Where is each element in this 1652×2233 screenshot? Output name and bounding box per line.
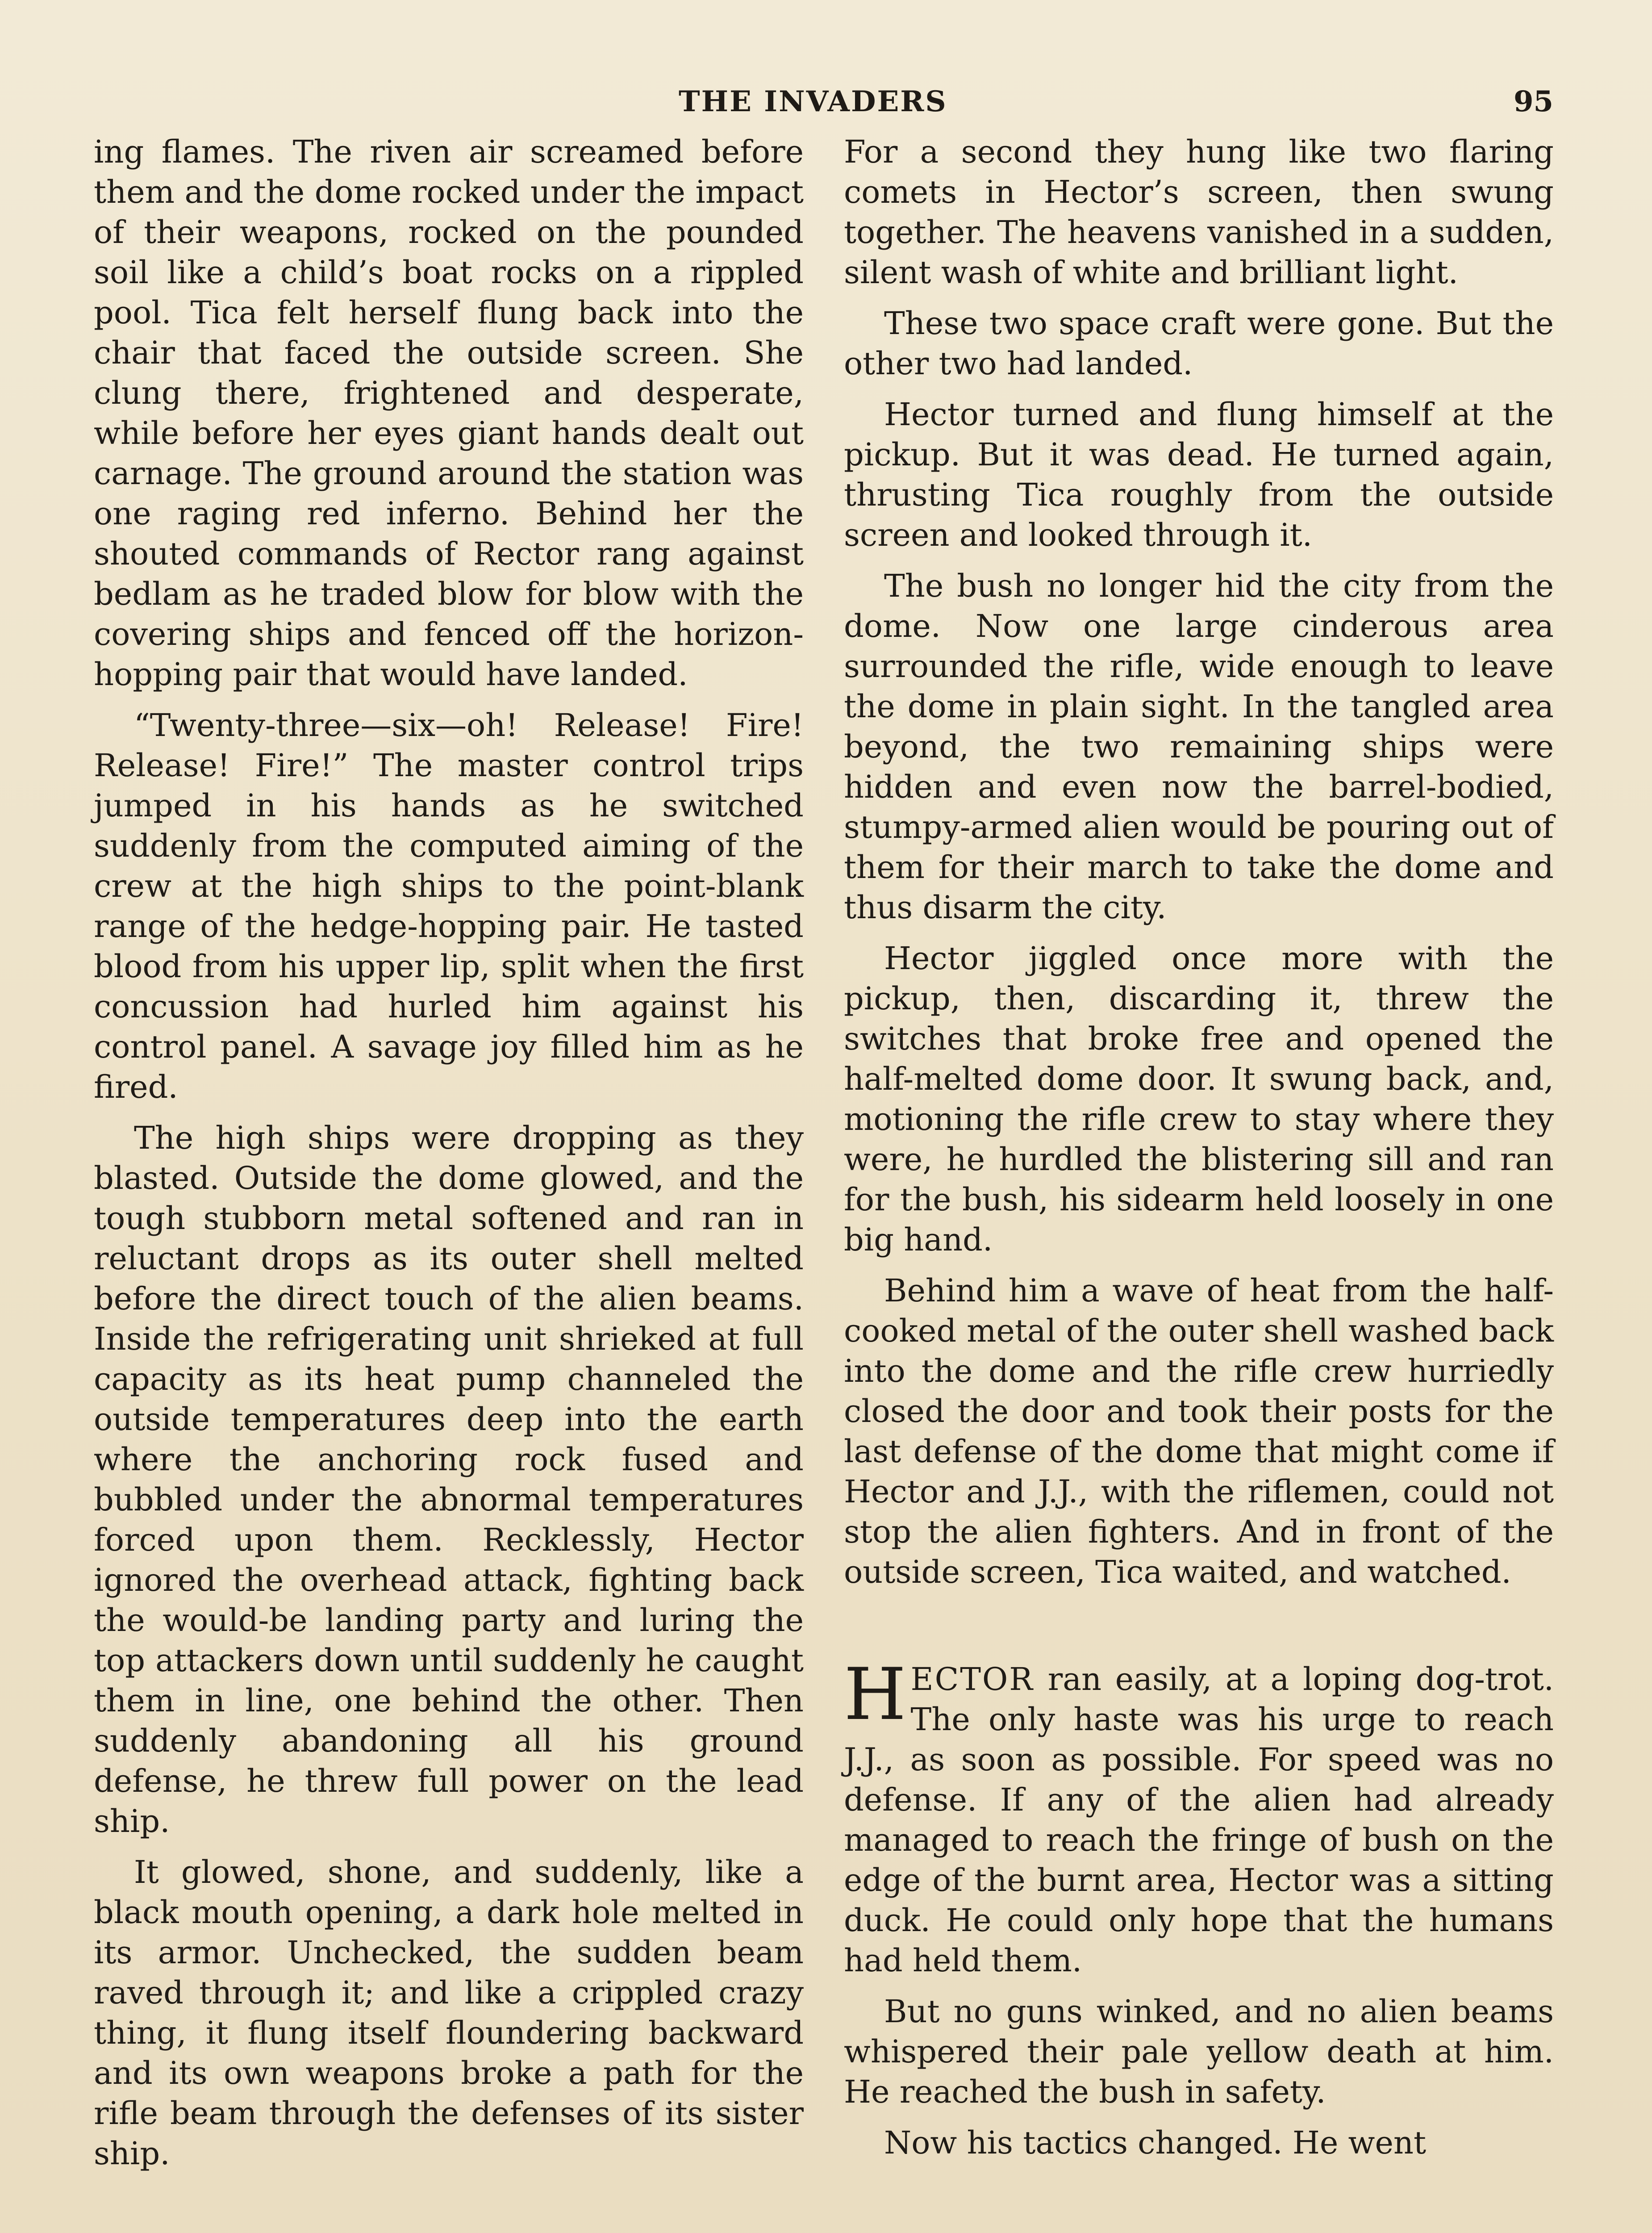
paragraph: It glowed, shone, and suddenly, like a black mouth opening, a dark hole melted in its armor. Unchecked, the sudden beam raved through it; and like a crippled crazy thing, it flung itself floundering backward and its own weapons broke a path for the rifle beam through the defenses of its sister ship. <box>94 1854 804 2172</box>
section-opening-paragraph <box>844 1652 1554 1981</box>
paragraph: The bush no longer hid the city from the dome. Now one large cinderous area surrounded the rifle, wide enough to leave the dome in plain sight. In the tangled area beyond, the two remaining ships were hidden and even now the barrel-bodied, stumpy-armed alien would be pouring out of them for their march to take the dome and thus disarm the city. <box>844 568 1554 926</box>
paragraph: Now his tactics changed. He went <box>884 2124 1427 2161</box>
paragraph: These two space craft were gone. But the other two had landed. <box>844 305 1554 382</box>
left-column <box>94 132 804 2184</box>
right-column <box>844 132 1554 2174</box>
running-title: THE INVADERS <box>679 85 947 118</box>
drop-cap: H <box>844 1652 906 1736</box>
paragraph-text: ran easily, at a loping dog-trot. The only haste was his urge to reach J.J., as soon as possible. For speed was no defense. If any of the alien had already managed to reach the fringe of bush on the edge of the burnt area, Hector was a sitting duck. He could only hope that the humans had held them. <box>844 1661 1554 1979</box>
page-header <box>0 85 1652 125</box>
paragraph: Hector jiggled once more with the pickup, then, discarding it, threw the switches that broke free and opened the half-melted dome door. It swung back, and, motioning the rifle crew to stay where they were, he hurdled the blistering sill and ran for the bush, his sidearm held loosely in one big hand. <box>844 940 1554 1258</box>
paragraph: ing flames. The riven air screamed before them and the dome rocked under the impact of their weapons, rocked on the pounded soil like a child’s boat rocks on a rippled pool. Tica felt herself flung back into the chair that faced the outside screen. She clung there, frightened and desperate, while before her eyes giant hands dealt out carnage. The ground around the station was one raging red inferno. Behind her the shouted commands of Rector rang against bedlam as he traded blow for blow with the covering ships and fenced off the horizon-hopping pair that would have landed. <box>94 134 804 693</box>
paragraph: But no guns winked, and no alien beams whispered their pale yellow death at him. He reached the bush in safety. <box>844 1993 1554 2110</box>
paragraph: Hector turned and flung himself at the pickup. But it was dead. He turned again, thrusting Tica roughly from the outside screen and looked through it. <box>844 396 1554 553</box>
paragraph: Behind him a wave of heat from the half-cooked metal of the outer shell washed back into the dome and the rifle crew hurriedly closed the door and took their posts for the last defense of the dome that might come if Hector and J.J., with the riflemen, could not stop the alien fighters. And in front of the outside screen, Tica waited, and watched. <box>844 1272 1554 1590</box>
paragraph: “Twenty-three—six—oh! Release! Fire! Release! Fire!” The master control trips jumped in his hands as he switched suddenly from the computed aiming of the crew at the high ships to the point-blank range of the hedge-hopping pair. He tasted blood from his upper lip, split when the first concussion had hurled him against his control panel. A savage joy filled him as he fired. <box>94 707 804 1105</box>
small-caps-lead: ECTOR <box>910 1661 1034 1698</box>
page-number: 95 <box>1514 85 1554 118</box>
paragraph: The high ships were dropping as they blasted. Outside the dome glowed, and the tough stubborn metal softened and ran in reluctant drops as its outer shell melted before the direct touch of the alien beams. Inside the refrigerating unit shrieked at full capacity as its heat pump channeled the outside temperatures deep into the earth where the anchoring rock fused and bubbled under the abnormal temperatures forced upon them. Recklessly, Hector ignored the overhead attack, fighting back the would-be landing party and luring the top attackers down until suddenly he caught them in line, one behind the other. Then suddenly abandoning all his ground defense, he threw full power on the lead ship. <box>94 1120 804 1840</box>
paragraph: For a second they hung like two flaring comets in Hector’s screen, then swung together. The heavens vanished in a sudden, silent wash of white and brilliant light. <box>844 134 1554 291</box>
